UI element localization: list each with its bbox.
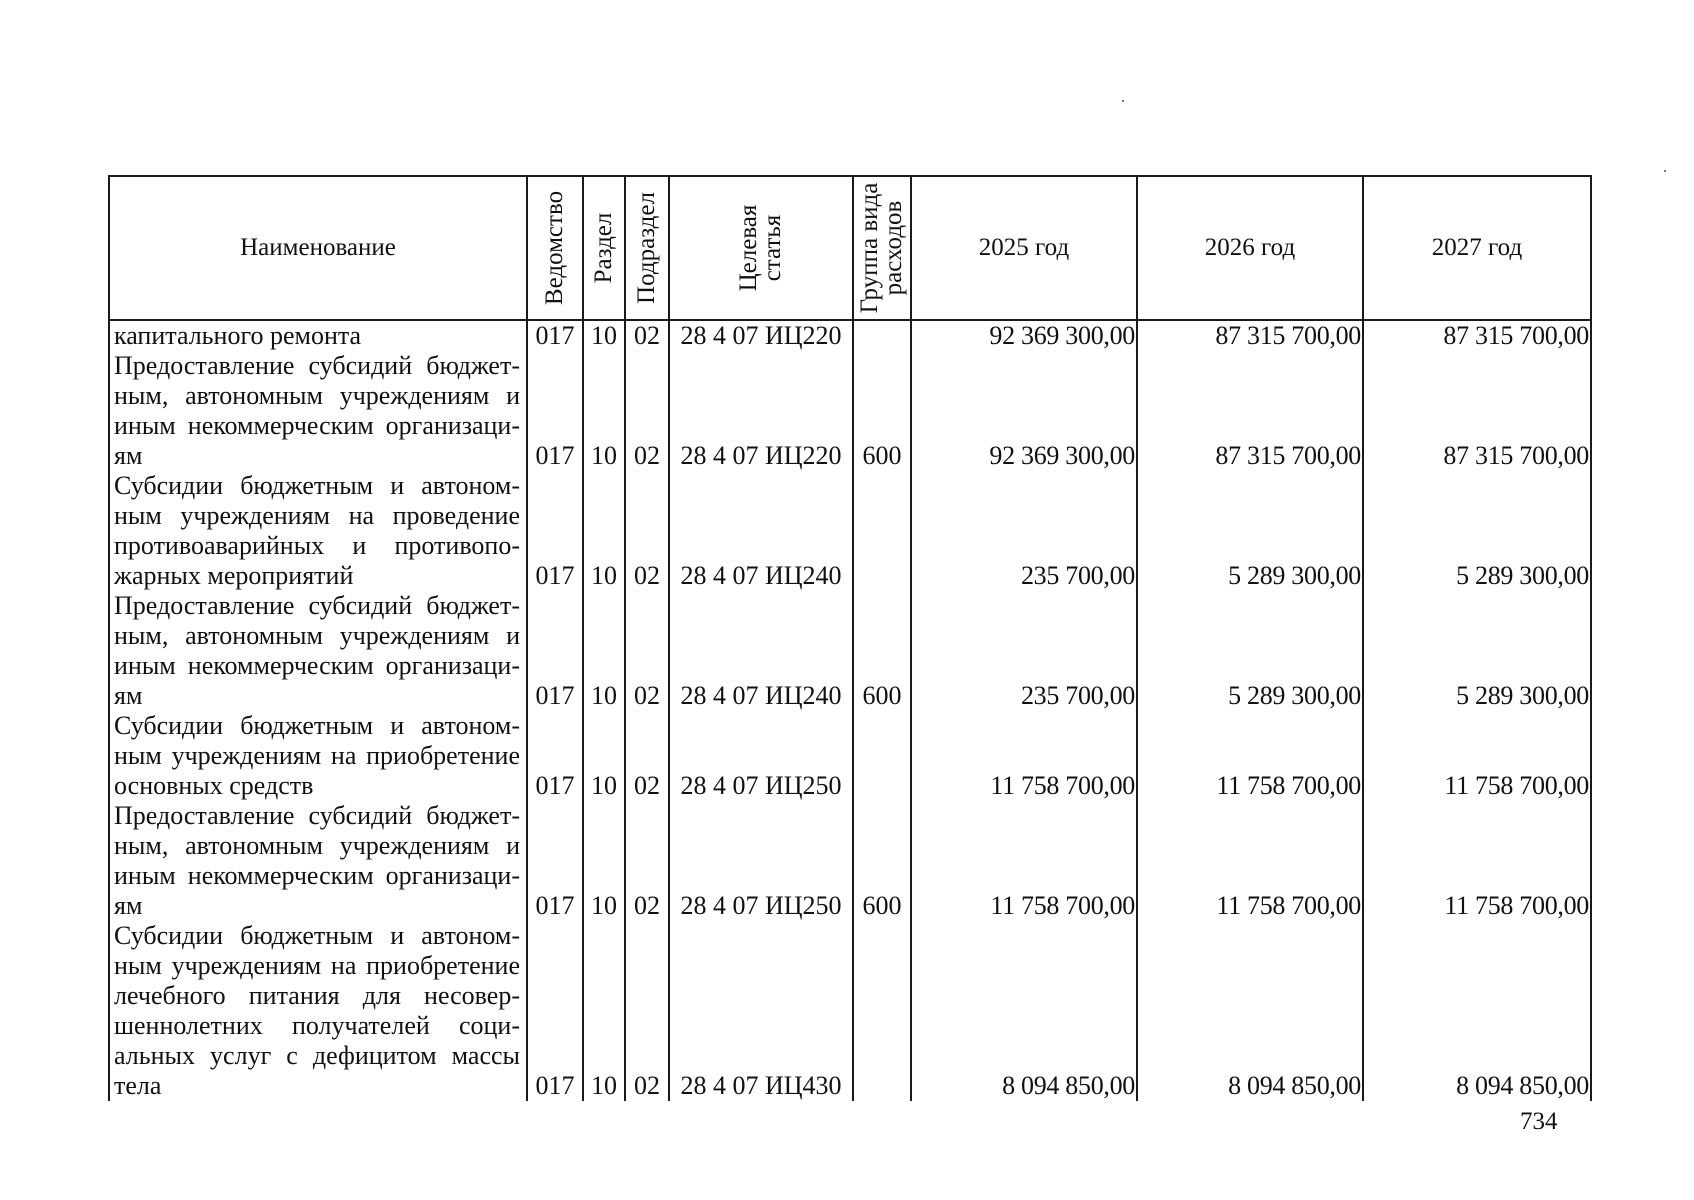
scan-speck (1664, 170, 1666, 172)
cell-amount-2025: 8 094 850,00 (911, 921, 1137, 1101)
cell-target-article: 28 4 07 ИЦ220 (669, 320, 853, 351)
cell-department: 017 (527, 320, 583, 351)
header-target-line2: статья (759, 214, 786, 282)
cell-amount-2026: 5 289 300,00 (1137, 591, 1363, 711)
cell-amount-2026: 11 758 700,00 (1137, 801, 1363, 921)
cell-name: капитального ремонта (109, 320, 527, 351)
cell-expense-group: 600 (853, 801, 911, 921)
header-year-2027: 2027 год (1363, 176, 1591, 320)
cell-target-article: 28 4 07 ИЦ240 (669, 471, 853, 591)
header-subsection-label: Подраздел (633, 192, 660, 304)
cell-expense-group (853, 711, 911, 801)
header-target-article-label (737, 205, 785, 292)
table-row (109, 921, 1591, 1101)
cell-amount-2027: 87 315 700,00 (1363, 320, 1591, 351)
cell-section: 10 (583, 471, 625, 591)
header-name: Наименование (109, 176, 527, 320)
cell-expense-group: 600 (853, 351, 911, 471)
cell-department: 017 (527, 471, 583, 591)
cell-department: 017 (527, 921, 583, 1101)
cell-name: Субсидии бюджетным и автоном-ным учреждениям на приобретение основных средств (109, 711, 527, 801)
cell-section: 10 (583, 320, 625, 351)
cell-amount-2026: 5 289 300,00 (1137, 471, 1363, 591)
scan-speck (1122, 100, 1124, 102)
table-body (109, 320, 1591, 1101)
cell-amount-2026: 8 094 850,00 (1137, 921, 1363, 1101)
cell-subsection: 02 (625, 711, 669, 801)
cell-target-article: 28 4 07 ИЦ250 (669, 801, 853, 921)
header-department-label: Ведомство (541, 190, 568, 306)
cell-amount-2025: 92 369 300,00 (911, 351, 1137, 471)
cell-target-article: 28 4 07 ИЦ220 (669, 351, 853, 471)
header-department (527, 176, 583, 320)
cell-amount-2025: 235 700,00 (911, 471, 1137, 591)
cell-target-article: 28 4 07 ИЦ430 (669, 921, 853, 1101)
cell-subsection: 02 (625, 471, 669, 591)
cell-amount-2027: 11 758 700,00 (1363, 801, 1591, 921)
header-expense-group-label (858, 183, 906, 314)
table-header (109, 176, 1591, 320)
cell-amount-2027: 8 094 850,00 (1363, 921, 1591, 1101)
cell-amount-2026: 87 315 700,00 (1137, 320, 1363, 351)
header-year-2025: 2025 год (911, 176, 1137, 320)
cell-expense-group (853, 921, 911, 1101)
cell-amount-2027: 87 315 700,00 (1363, 351, 1591, 471)
cell-target-article: 28 4 07 ИЦ250 (669, 711, 853, 801)
cell-subsection: 02 (625, 320, 669, 351)
cell-amount-2025: 235 700,00 (911, 591, 1137, 711)
header-subsection (625, 176, 669, 320)
cell-amount-2027: 5 289 300,00 (1363, 591, 1591, 711)
cell-amount-2027: 11 758 700,00 (1363, 711, 1591, 801)
cell-subsection: 02 (625, 591, 669, 711)
cell-amount-2026: 87 315 700,00 (1137, 351, 1363, 471)
cell-expense-group: 600 (853, 591, 911, 711)
budget-table (108, 175, 1592, 1101)
cell-name: Субсидии бюджетным и автоном-ным учреждениям на проведение противоаварийных и противопо-жарных мероприятий (109, 471, 527, 591)
cell-target-article: 28 4 07 ИЦ240 (669, 591, 853, 711)
cell-department: 017 (527, 591, 583, 711)
header-section-label: Раздел (590, 212, 617, 284)
cell-name: Субсидии бюджетным и автоном-ным учреждениям на приобретение лечебного питания для несовер-шеннолетних получателей соци-альных услуг с дефицитом массы тела (109, 921, 527, 1101)
header-expense-group (853, 176, 911, 320)
page-number: 734 (1520, 1108, 1558, 1135)
table-row (109, 591, 1591, 711)
header-group-line2: расходов (880, 200, 907, 296)
cell-amount-2025: 92 369 300,00 (911, 320, 1137, 351)
table-row (109, 351, 1591, 471)
cell-amount-2025: 11 758 700,00 (911, 711, 1137, 801)
table-row (109, 320, 1591, 351)
cell-subsection: 02 (625, 801, 669, 921)
cell-subsection: 02 (625, 351, 669, 471)
cell-section: 10 (583, 351, 625, 471)
header-year-2026: 2026 год (1137, 176, 1363, 320)
cell-name: Предоставление субсидий бюджет-ным, автономным учреждениям и иным некоммерческим организаци-ям (109, 351, 527, 471)
header-target-article (669, 176, 853, 320)
table-row (109, 711, 1591, 801)
cell-department: 017 (527, 351, 583, 471)
cell-section: 10 (583, 711, 625, 801)
cell-expense-group (853, 320, 911, 351)
cell-section: 10 (583, 591, 625, 711)
cell-name: Предоставление субсидий бюджет-ным, автономным учреждениям и иным некоммерческим организаци-ям (109, 801, 527, 921)
cell-section: 10 (583, 921, 625, 1101)
cell-amount-2027: 5 289 300,00 (1363, 471, 1591, 591)
cell-name: Предоставление субсидий бюджет-ным, автономным учреждениям и иным некоммерческим организаци-ям (109, 591, 527, 711)
table-row (109, 471, 1591, 591)
cell-section: 10 (583, 801, 625, 921)
header-target-line1: Целевая (735, 204, 762, 292)
cell-amount-2025: 11 758 700,00 (911, 801, 1137, 921)
header-section (583, 176, 625, 320)
cell-department: 017 (527, 801, 583, 921)
cell-subsection: 02 (625, 921, 669, 1101)
cell-amount-2026: 11 758 700,00 (1137, 711, 1363, 801)
header-group-line1: Группа вида (856, 182, 883, 314)
table-row (109, 801, 1591, 921)
cell-expense-group (853, 471, 911, 591)
cell-department: 017 (527, 711, 583, 801)
